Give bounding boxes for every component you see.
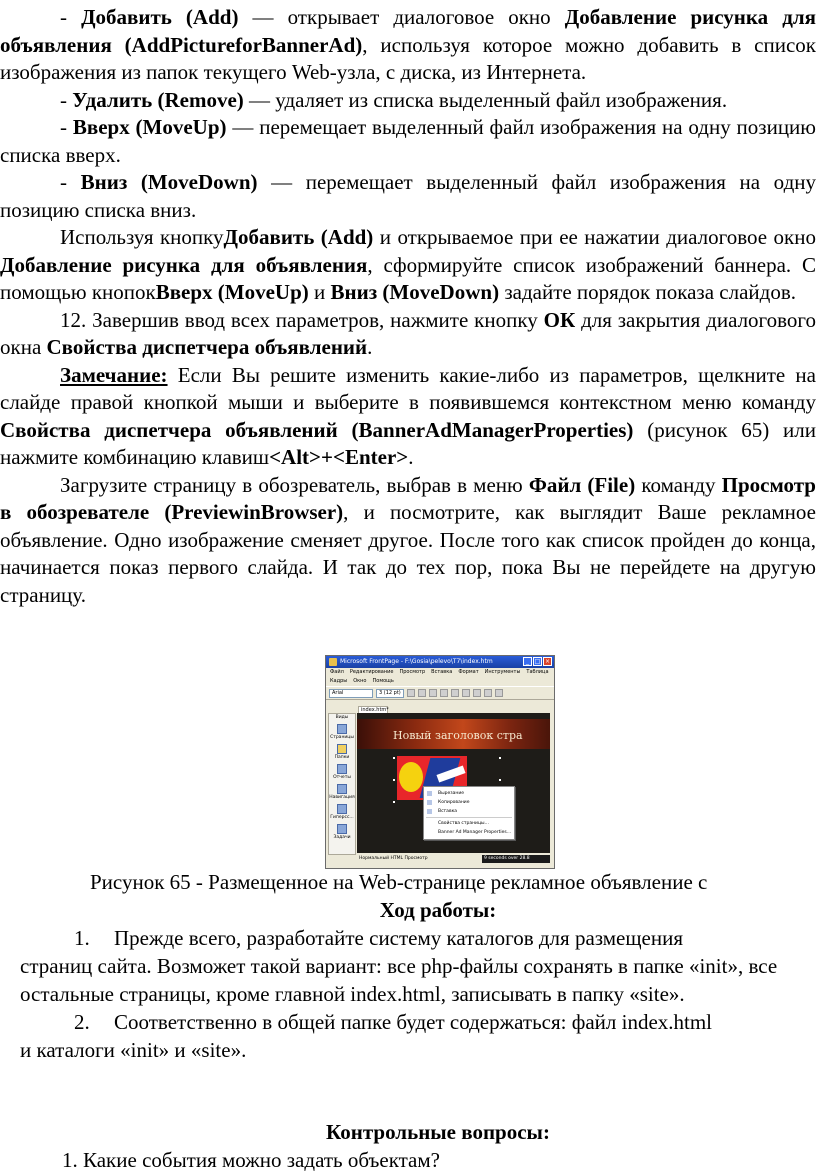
work-heading: Ход работы: [379,898,497,922]
menu-item[interactable]: Инструменты [484,669,521,675]
view-hyperlinks[interactable]: Гиперсс... [329,804,355,820]
term-moveup: Вверх (MoveUp) [72,115,227,139]
menu-item[interactable]: Вставка [431,669,453,675]
term-movedown: Вниз (MoveDown) [80,170,258,194]
menu-item[interactable]: Кадры [330,678,348,684]
step-item: 2. Соответственно в общей папке будет содержаться: файл index.html [74,1010,713,1034]
context-menu [423,786,515,840]
movedown-block [0,169,816,609]
para-using-add: Используя кнопкуДобавить (Add) и открываемое при ее нажатии диалоговое окно Добавление рисунка для объявления, сформируйте список изображений баннера. С помощью кнопокВверх (MoveUp) и Вниз (MoveDown) задайте порядок показа слайдов. [0,225,816,304]
note-label: Замечание: [60,362,168,387]
views-pane: Виды Страницы Папки Отчеты Навигация Гиперсс... Задачи [328,713,356,855]
window-titlebar: Microsoft FrontPage - F:\Gosia\pelevo\T7\index.htm _ □ × [326,656,554,668]
para-remove: - Удалить (Remove) — удаляет из списка выделенный файл изображения. [60,87,728,112]
step-item-cont: страниц сайта. Возможет такой вариант: все php-файлы сохранять в папке «init», все остальные страницы, кроме главной index.html, записывать в папку «site». [20,954,778,1006]
context-menu-cut[interactable]: Вырезание [424,789,514,798]
term-remove: Удалить (Remove) [72,87,244,112]
question-item: 1. Какие события можно задать объектам? [62,1148,440,1172]
view-reports[interactable]: Отчеты [329,764,355,780]
para-note: Замечание: Если Вы решите изменить какие-либо из параметров, щелкните на слайде правой кнопкой мыши и выберите в появившемся контекстном меню команду Свойства диспетчера объявлений (BannerAdManagerProperties) (рисунок 65) или нажмите комбинацию клавиш<Alt>+<Enter>. [0,362,816,469]
menu-item[interactable]: Редактирование [349,669,394,675]
paste-icon [427,809,432,814]
copy-icon [427,800,432,805]
status-bar [357,854,552,864]
step-item-cont: и каталоги «init» и «site». [20,1038,247,1062]
align-left-icon[interactable] [440,689,448,697]
menu-item[interactable]: Просмотр [399,669,426,675]
menu-bar-row2 [326,677,554,686]
view-mode-tabs[interactable]: Нормальный HTML Просмотр [359,856,428,861]
view-pages[interactable]: Страницы [329,724,355,740]
tab-index[interactable]: index.htm* [358,706,388,714]
para-movedown: - Вниз (MoveDown) — перемещает выделенный файл изображения на одну позицию списка вниз. [0,170,816,222]
formatting-toolbar [326,686,554,700]
color-icon[interactable] [495,689,503,697]
steps-list [0,924,816,1064]
reports-icon [337,764,347,774]
menu-separator [426,817,512,818]
menu-bar [326,668,554,677]
align-right-icon[interactable] [462,689,470,697]
folder-icon [337,744,347,754]
context-menu-paste[interactable]: Вставка [424,807,514,816]
para-step-12: 12. Завершив ввод всех параметров, нажмите кнопку ОК для закрытия диалогового окна Свойства диспетчера объявлений. [0,307,816,359]
context-menu-banner-properties[interactable]: Banner Ad Manager Properties... [438,830,512,835]
button-descriptions [0,4,816,169]
menu-item[interactable]: Формат [458,669,479,675]
frontpage-app-icon [329,658,337,666]
hyperlinks-icon [337,804,347,814]
underline-icon[interactable] [429,689,437,697]
download-time: 9 seconds over 28.8 [482,855,550,863]
figure-caption-block [0,868,816,924]
pages-icon [337,724,347,734]
para-preview: Загрузите страницу в обозреватель, выбрав в меню Файл (File) команду Просмотр в обозревателе (PreviewinBrowser), и посмотрите, как выглядит Ваше рекламное объявление. Одно изображение сменяет другое. После того как список пройден до конца, начинается показ первого слайда. И так до тех пор, пока Вы не перейдете на другую страницу. [0,472,816,607]
minimize-icon[interactable]: _ [523,657,532,666]
maximize-icon[interactable]: □ [534,658,541,665]
close-icon[interactable]: × [544,658,551,665]
indent-icon[interactable] [484,689,492,697]
context-menu-copy[interactable]: Копирование [424,798,514,807]
menu-item[interactable]: Таблица [526,669,549,675]
cut-icon [427,791,432,796]
menu-item[interactable]: Помощь [372,678,394,684]
tasks-icon [337,824,347,834]
page-banner [357,719,550,749]
menu-item[interactable]: Файл [330,669,344,675]
figure-frontpage-screenshot [325,655,555,869]
font-select[interactable]: Arial [329,689,373,698]
control-questions [0,1118,816,1174]
navigation-icon [337,784,347,794]
figure-caption: Рисунок 65 - Размещенное на Web-странице рекламное объявление с [90,870,708,894]
step-item: 1. Прежде всего, разработайте систему каталогов для размещения [74,926,683,950]
term-add: Добавить (Add) [81,5,239,29]
bold-icon[interactable] [407,689,415,697]
context-menu-page-properties[interactable]: Свойства страницы... [438,821,489,826]
banner-title: Новый заголовок стра [393,729,523,742]
view-folders[interactable]: Папки [329,744,355,760]
view-tasks[interactable]: Задачи [329,824,355,840]
term-dialog-add: Добавление рисунка для объявления (AddPictureforBannerAd) [0,5,816,57]
para-add: - Добавить (Add) — открывает диалоговое окно Добавление рисунка для объявления (AddPictureforBannerAd), используя которое можно добавить в список изображения из папок текущего Web-узла, с диска, из Интернета. [0,5,816,84]
menu-item[interactable]: Окно [353,678,367,684]
italic-icon[interactable] [418,689,426,697]
font-size-select[interactable]: 3 (12 pt) [376,689,404,698]
view-navigation[interactable]: Навигация [329,784,355,800]
list-icon[interactable] [473,689,481,697]
questions-heading: Контрольные вопросы: [326,1120,550,1144]
align-center-icon[interactable] [451,689,459,697]
para-moveup: - Вверх (MoveUp) — перемещает выделенный файл изображения на одну позицию списка вверх. [0,115,816,167]
